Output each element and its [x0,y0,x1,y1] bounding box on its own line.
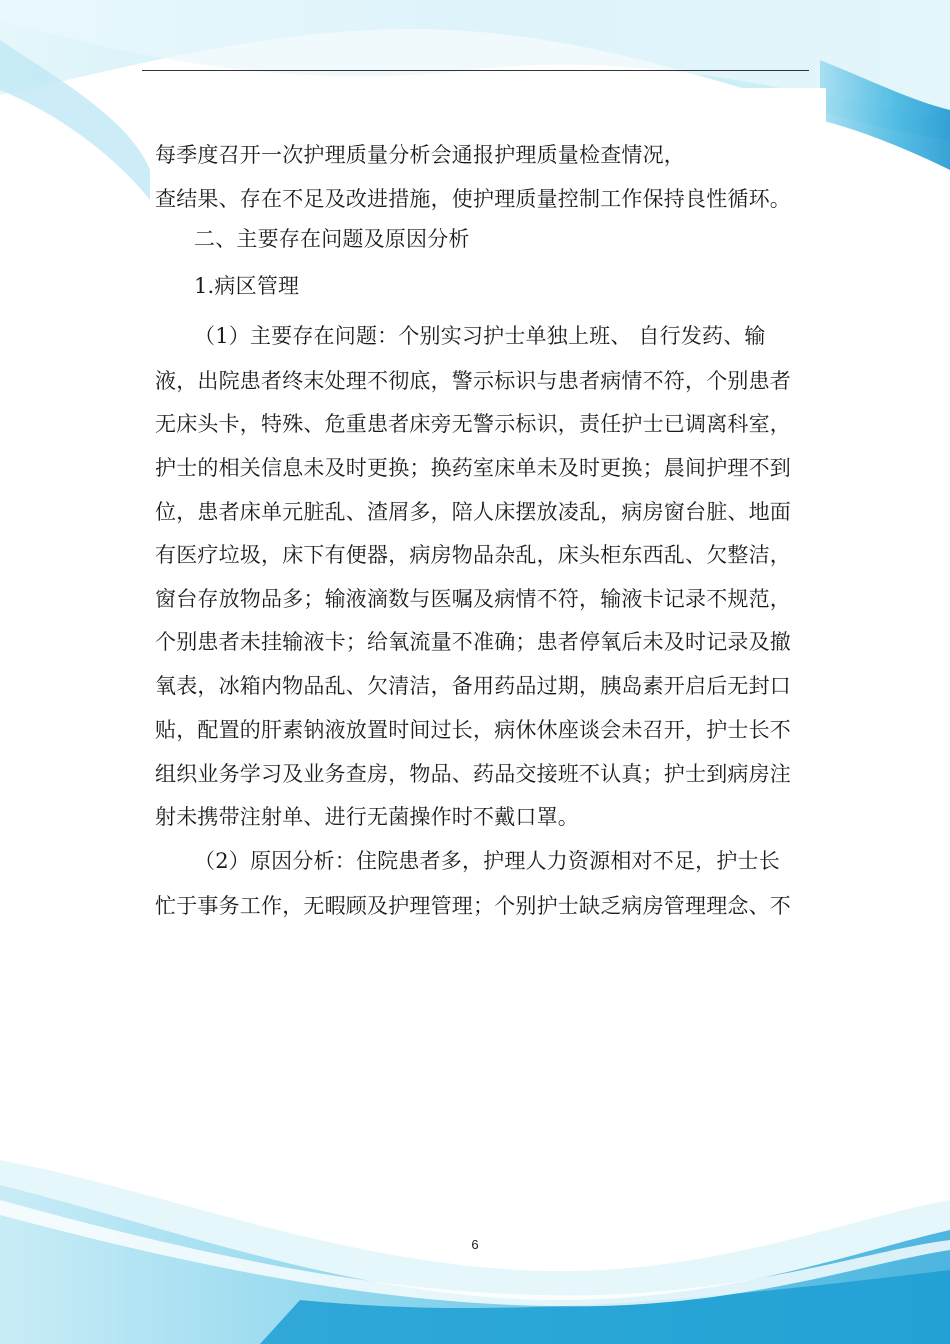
text-line: 氧表，冰箱内物品乱、欠清洁，备用药品过期，胰岛素开启后无封口 [155,674,791,698]
text-line: 护士的相关信息未及时更换；换药室床单未及时更换；晨间护理不到 [155,456,791,480]
subsection-heading: 1.病区管理 [194,274,300,298]
text-line: 组织业务学习及业务查房，物品、药品交接班不认真；护士到病房注 [155,762,791,786]
section-heading: 二、主要存在问题及原因分析 [194,227,470,251]
text-line: 个别患者未挂输液卡；给氧流量不准确；患者停氧后未及时记录及撤 [155,630,791,654]
text-line: 位，患者床单元脏乱、渣屑多，陪人床摆放凌乱，病房窗台脏、地面 [155,500,791,524]
text-line: 液，出院患者终末处理不彻底，警示标识与患者病情不符，个别患者 [155,369,791,393]
text-line: （2）原因分析：住院患者多，护理人力资源相对不足，护士长 [194,849,780,873]
text-line: 忙于事务工作，无暇顾及护理管理；个别护士缺乏病房管理理念、不 [155,894,791,918]
text-line: 射未携带注射单、进行无菌操作时不戴口罩。 [155,805,579,829]
text-line: （1）主要存在问题：个别实习护士单独上班、 自行发药、输 [194,324,766,348]
text-line: 有医疗垃圾，床下有便器，病房物品杂乱，床头柜东西乱、欠整洁， [155,543,791,567]
text-line: 窗台存放物品多；输液滴数与医嘱及病情不符，输液卡记录不规范， [155,587,791,611]
text-line: 查结果、存在不足及改进措施，使护理质量控制工作保持良性循环。 [155,187,791,211]
page-number: 6 [471,1237,479,1252]
text-line: 贴，配置的肝素钠液放置时间过长，病休休座谈会未召开，护士长不 [155,718,791,742]
text-line: 每季度召开一次护理质量分析会通报护理质量检查情况， [155,143,685,167]
header-rule [142,70,809,71]
text-line: 无床头卡，特殊、危重患者床旁无警示标识，责任护士已调离科室， [155,412,791,436]
